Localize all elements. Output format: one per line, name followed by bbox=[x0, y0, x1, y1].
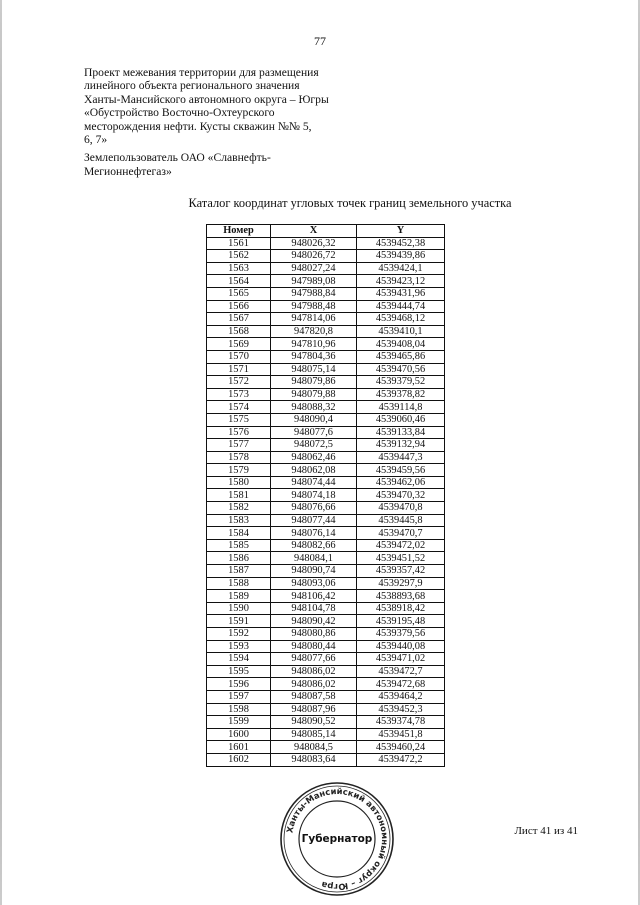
cell-y: 4539452,3 bbox=[357, 703, 445, 716]
stamp-ring-text: Ханты-Мансийский автономный округ – Югра bbox=[284, 785, 391, 893]
table-row bbox=[207, 716, 445, 729]
cell-x: 948086,02 bbox=[271, 678, 357, 691]
table-row bbox=[207, 690, 445, 703]
table-row bbox=[207, 539, 445, 552]
cell-y: 4539431,96 bbox=[357, 287, 445, 300]
cell-x: 948106,42 bbox=[271, 590, 357, 603]
cell-x: 948090,74 bbox=[271, 565, 357, 578]
cell-y: 4539444,74 bbox=[357, 300, 445, 313]
table-header-row bbox=[207, 225, 445, 238]
coordinates-table bbox=[206, 224, 445, 767]
cell-y: 4539451,8 bbox=[357, 728, 445, 741]
cell-x: 948026,32 bbox=[271, 237, 357, 250]
table-row bbox=[207, 262, 445, 275]
cell-x: 947988,84 bbox=[271, 287, 357, 300]
cell-number: 1586 bbox=[207, 552, 271, 565]
cell-number: 1575 bbox=[207, 413, 271, 426]
cell-number: 1589 bbox=[207, 590, 271, 603]
cell-y: 4539357,42 bbox=[357, 565, 445, 578]
cell-number: 1570 bbox=[207, 350, 271, 363]
cell-x: 948077,44 bbox=[271, 514, 357, 527]
table-row bbox=[207, 250, 445, 263]
cell-y: 4539374,78 bbox=[357, 716, 445, 729]
cell-x: 948083,64 bbox=[271, 753, 357, 766]
cell-x: 948076,14 bbox=[271, 527, 357, 540]
cell-y: 4539470,56 bbox=[357, 363, 445, 376]
cell-x: 948086,02 bbox=[271, 665, 357, 678]
cell-x: 948082,66 bbox=[271, 539, 357, 552]
cell-number: 1580 bbox=[207, 476, 271, 489]
cell-y: 4539133,84 bbox=[357, 426, 445, 439]
cell-x: 948062,08 bbox=[271, 464, 357, 477]
cell-y: 4539195,48 bbox=[357, 615, 445, 628]
table-row bbox=[207, 439, 445, 452]
cell-number: 1593 bbox=[207, 640, 271, 653]
cell-number: 1572 bbox=[207, 376, 271, 389]
cell-x: 948074,44 bbox=[271, 476, 357, 489]
project-line: месторождения нефти. Кусты скважин №№ 5, bbox=[84, 119, 312, 133]
cell-y: 4539460,24 bbox=[357, 741, 445, 754]
table-row bbox=[207, 665, 445, 678]
cell-number: 1585 bbox=[207, 539, 271, 552]
cell-y: 4539471,02 bbox=[357, 653, 445, 666]
catalog-title: Каталог координат угловых точек границ земельного участка bbox=[188, 196, 512, 210]
project-line: 6, 7» bbox=[84, 133, 108, 147]
cell-number: 1578 bbox=[207, 451, 271, 464]
cell-x: 948075,14 bbox=[271, 363, 357, 376]
cell-y: 4539060,46 bbox=[357, 413, 445, 426]
cell-y: 4539379,56 bbox=[357, 628, 445, 641]
cell-number: 1565 bbox=[207, 287, 271, 300]
table-row bbox=[207, 313, 445, 326]
project-line: Проект межевания территории для размещения bbox=[84, 66, 319, 79]
cell-x: 948085,14 bbox=[271, 728, 357, 741]
cell-x: 948079,88 bbox=[271, 388, 357, 401]
header-number: Номер bbox=[207, 225, 271, 238]
cell-y: 4539472,2 bbox=[357, 753, 445, 766]
cell-number: 1563 bbox=[207, 262, 271, 275]
cell-number: 1601 bbox=[207, 741, 271, 754]
cell-x: 948077,66 bbox=[271, 653, 357, 666]
table-row bbox=[207, 753, 445, 766]
cell-number: 1569 bbox=[207, 338, 271, 351]
cell-number: 1584 bbox=[207, 527, 271, 540]
table-row bbox=[207, 476, 445, 489]
cell-x: 948074,18 bbox=[271, 489, 357, 502]
cell-number: 1598 bbox=[207, 703, 271, 716]
cell-y: 4539424,1 bbox=[357, 262, 445, 275]
cell-y: 4539447,3 bbox=[357, 451, 445, 464]
cell-number: 1567 bbox=[207, 313, 271, 326]
table-row bbox=[207, 300, 445, 313]
table-row bbox=[207, 615, 445, 628]
cell-y: 4539462,06 bbox=[357, 476, 445, 489]
cell-x: 948080,86 bbox=[271, 628, 357, 641]
cell-x: 948087,96 bbox=[271, 703, 357, 716]
cell-number: 1595 bbox=[207, 665, 271, 678]
table-row bbox=[207, 451, 445, 464]
cell-y: 4539470,8 bbox=[357, 502, 445, 515]
cell-y: 4539451,52 bbox=[357, 552, 445, 565]
cell-y: 4539297,9 bbox=[357, 577, 445, 590]
table-row bbox=[207, 741, 445, 754]
table-row bbox=[207, 728, 445, 741]
scan-edge-left bbox=[0, 0, 2, 905]
table-row bbox=[207, 552, 445, 565]
table-row bbox=[207, 628, 445, 641]
table-row bbox=[207, 388, 445, 401]
cell-x: 947988,48 bbox=[271, 300, 357, 313]
table-row bbox=[207, 237, 445, 250]
table-row bbox=[207, 275, 445, 288]
cell-x: 947810,96 bbox=[271, 338, 357, 351]
cell-x: 948090,4 bbox=[271, 413, 357, 426]
cell-x: 948062,46 bbox=[271, 451, 357, 464]
table-row bbox=[207, 514, 445, 527]
cell-x: 948090,42 bbox=[271, 615, 357, 628]
cell-number: 1583 bbox=[207, 514, 271, 527]
cell-x: 947804,36 bbox=[271, 350, 357, 363]
cell-x: 947814,06 bbox=[271, 313, 357, 326]
table-row bbox=[207, 565, 445, 578]
cell-x: 948093,06 bbox=[271, 577, 357, 590]
cell-y: 4539132,94 bbox=[357, 439, 445, 452]
table-row bbox=[207, 653, 445, 666]
project-line: Ханты-Мансийского автономного округа – Югры bbox=[84, 92, 329, 106]
cell-x: 948088,32 bbox=[271, 401, 357, 414]
cell-y: 4539459,56 bbox=[357, 464, 445, 477]
table-row bbox=[207, 489, 445, 502]
cell-number: 1602 bbox=[207, 753, 271, 766]
header-y: Y bbox=[357, 225, 445, 238]
stamp-center-text: Губернатор bbox=[301, 833, 373, 845]
cell-y: 4539445,8 bbox=[357, 514, 445, 527]
table-row bbox=[207, 287, 445, 300]
table-row bbox=[207, 325, 445, 338]
cell-number: 1564 bbox=[207, 275, 271, 288]
cell-x: 948084,1 bbox=[271, 552, 357, 565]
cell-number: 1596 bbox=[207, 678, 271, 691]
cell-x: 948080,44 bbox=[271, 640, 357, 653]
cell-x: 947989,08 bbox=[271, 275, 357, 288]
cell-x: 947820,8 bbox=[271, 325, 357, 338]
cell-x: 948090,52 bbox=[271, 716, 357, 729]
table-row bbox=[207, 363, 445, 376]
cell-number: 1561 bbox=[207, 237, 271, 250]
cell-x: 948077,6 bbox=[271, 426, 357, 439]
cell-number: 1566 bbox=[207, 300, 271, 313]
cell-x: 948026,72 bbox=[271, 250, 357, 263]
table-row bbox=[207, 350, 445, 363]
table-row bbox=[207, 426, 445, 439]
cell-y: 4539464,2 bbox=[357, 690, 445, 703]
cell-y: 4538893,68 bbox=[357, 590, 445, 603]
cell-y: 4539470,7 bbox=[357, 527, 445, 540]
cell-number: 1571 bbox=[207, 363, 271, 376]
cell-y: 4539410,1 bbox=[357, 325, 445, 338]
table-row bbox=[207, 338, 445, 351]
table-row bbox=[207, 413, 445, 426]
project-line: «Обустройство Восточно-Охтеурского bbox=[84, 106, 275, 120]
cell-number: 1576 bbox=[207, 426, 271, 439]
cell-number: 1597 bbox=[207, 690, 271, 703]
cell-y: 4539468,12 bbox=[357, 313, 445, 326]
project-line: линейного объекта регионального значения bbox=[84, 79, 300, 93]
cell-number: 1591 bbox=[207, 615, 271, 628]
cell-number: 1590 bbox=[207, 602, 271, 615]
cell-y: 4539440,08 bbox=[357, 640, 445, 653]
cell-number: 1582 bbox=[207, 502, 271, 515]
table-row bbox=[207, 527, 445, 540]
cell-y: 4539452,38 bbox=[357, 237, 445, 250]
landuser-line: Землепользователь ОАО «Славнефть- bbox=[84, 151, 271, 165]
cell-x: 948027,24 bbox=[271, 262, 357, 275]
header-x: X bbox=[271, 225, 357, 238]
cell-y: 4539472,7 bbox=[357, 665, 445, 678]
table-row bbox=[207, 703, 445, 716]
table-row bbox=[207, 376, 445, 389]
cell-y: 4539470,32 bbox=[357, 489, 445, 502]
cell-x: 948076,66 bbox=[271, 502, 357, 515]
cell-number: 1581 bbox=[207, 489, 271, 502]
cell-number: 1588 bbox=[207, 577, 271, 590]
cell-x: 948072,5 bbox=[271, 439, 357, 452]
project-description bbox=[84, 66, 354, 178]
cell-number: 1579 bbox=[207, 464, 271, 477]
table-row bbox=[207, 602, 445, 615]
table-row bbox=[207, 502, 445, 515]
cell-y: 4539378,82 bbox=[357, 388, 445, 401]
table-row bbox=[207, 577, 445, 590]
page-number: 77 bbox=[314, 34, 326, 48]
cell-y: 4539114,8 bbox=[357, 401, 445, 414]
table-row bbox=[207, 640, 445, 653]
cell-number: 1599 bbox=[207, 716, 271, 729]
governor-stamp bbox=[278, 780, 396, 898]
cell-number: 1574 bbox=[207, 401, 271, 414]
cell-x: 948084,5 bbox=[271, 741, 357, 754]
cell-y: 4539472,02 bbox=[357, 539, 445, 552]
cell-number: 1573 bbox=[207, 388, 271, 401]
cell-y: 4538918,42 bbox=[357, 602, 445, 615]
landuser-line: Мегионнефтегаз» bbox=[84, 164, 172, 178]
cell-number: 1587 bbox=[207, 565, 271, 578]
cell-x: 948087,58 bbox=[271, 690, 357, 703]
cell-x: 948104,78 bbox=[271, 602, 357, 615]
cell-y: 4539472,68 bbox=[357, 678, 445, 691]
cell-x: 948079,86 bbox=[271, 376, 357, 389]
table-row bbox=[207, 401, 445, 414]
cell-y: 4539439,86 bbox=[357, 250, 445, 263]
cell-number: 1600 bbox=[207, 728, 271, 741]
cell-y: 4539408,04 bbox=[357, 338, 445, 351]
cell-y: 4539465,86 bbox=[357, 350, 445, 363]
table-row bbox=[207, 590, 445, 603]
cell-number: 1594 bbox=[207, 653, 271, 666]
table-row bbox=[207, 678, 445, 691]
cell-number: 1577 bbox=[207, 439, 271, 452]
cell-number: 1562 bbox=[207, 250, 271, 263]
cell-number: 1568 bbox=[207, 325, 271, 338]
sheet-label: Лист 41 из 41 bbox=[514, 825, 578, 837]
table-row bbox=[207, 464, 445, 477]
cell-y: 4539379,52 bbox=[357, 376, 445, 389]
cell-number: 1592 bbox=[207, 628, 271, 641]
cell-y: 4539423,12 bbox=[357, 275, 445, 288]
